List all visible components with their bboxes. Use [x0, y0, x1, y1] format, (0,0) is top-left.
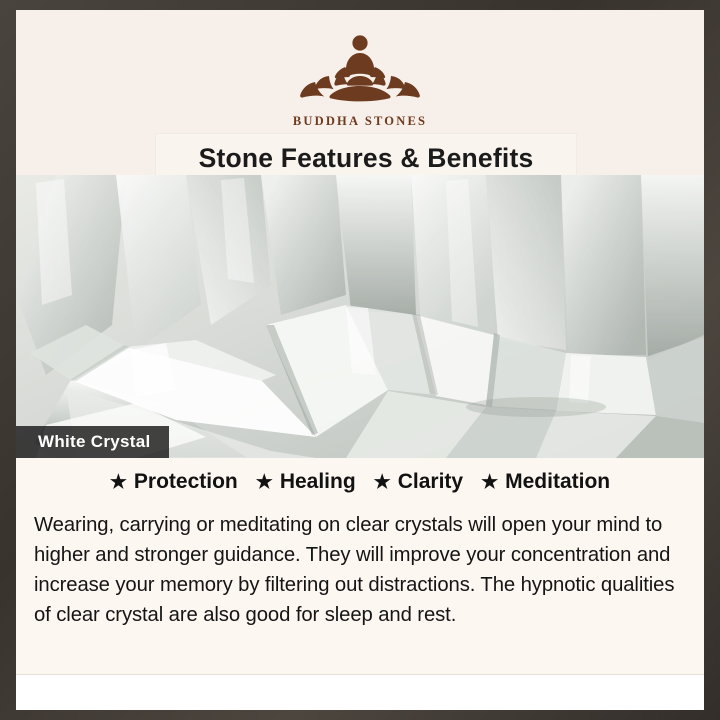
hero-image	[16, 175, 704, 458]
header-band	[16, 10, 704, 175]
brand-name: BUDDHA STONES	[292, 114, 428, 128]
poster-canvas	[16, 10, 704, 710]
benefit-item-protection	[101, 470, 247, 494]
benefit-item-healing	[247, 470, 365, 494]
benefit-label: Clarity	[397, 470, 464, 493]
image-caption: White Crystal	[16, 426, 169, 458]
benefit-label: Healing	[279, 470, 356, 493]
star-icon: ★	[109, 471, 127, 493]
benefits-strip	[16, 458, 704, 506]
benefit-label: Protection	[133, 470, 238, 493]
description-text: Wearing, carrying or meditating on clear crystals will open your mind to higher and stronger guidance. They will improve your concentration and increase your memory by filtering out distractions. The hypnotic qualities of clear crystal are also good for sleep and rest.	[34, 514, 675, 626]
star-icon: ★	[481, 471, 499, 493]
divider	[16, 674, 704, 675]
benefit-item-meditation	[472, 470, 619, 494]
benefit-label: Meditation	[505, 470, 611, 493]
star-icon: ★	[373, 471, 391, 493]
lotus-buddha-icon	[285, 24, 435, 112]
star-icon: ★	[255, 471, 273, 493]
benefit-item-clarity	[365, 470, 472, 494]
bottom-strip	[16, 674, 704, 710]
white-crystal-photo	[16, 175, 704, 458]
brand-logo	[16, 24, 704, 129]
page-title: Stone Features & Benefits	[198, 142, 534, 173]
